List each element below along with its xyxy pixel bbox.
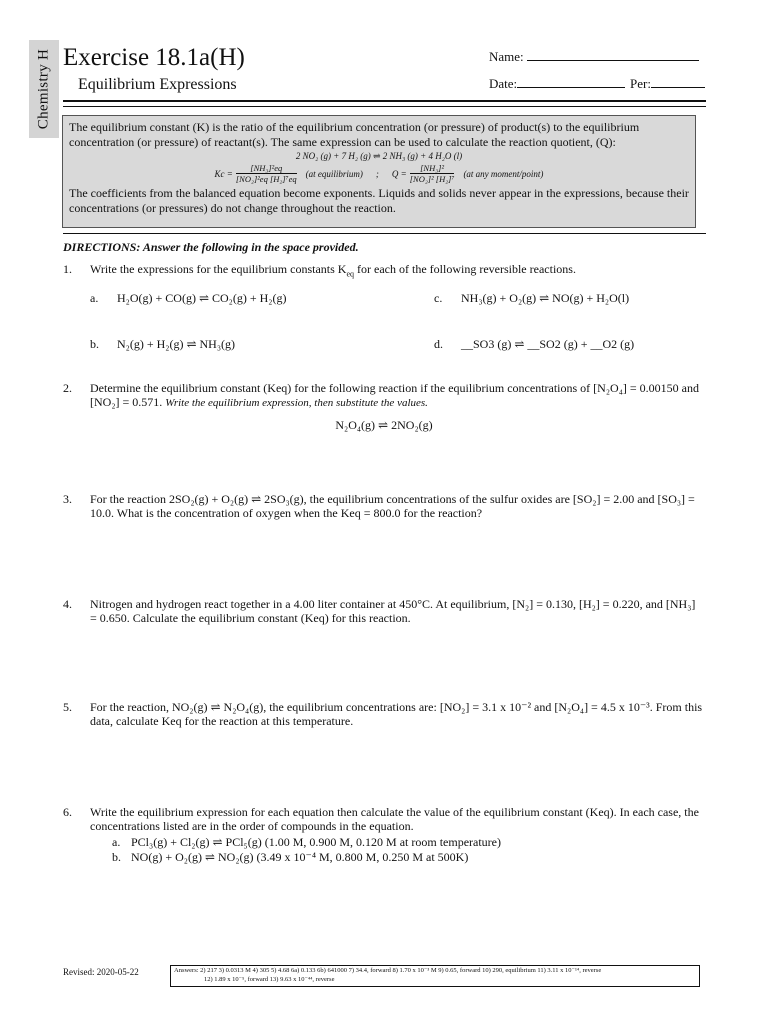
question-5	[63, 700, 703, 730]
q6b-label: b.	[112, 850, 121, 864]
q-numerator: [NH₃]²	[410, 163, 455, 174]
question-text: For the reaction 2SO₂(g) + O₂(g) ⇌ 2SO₃(g), the equilibrium concentrations of the sulfur oxides are [SO₂] = 2.00 and [SO₃] = 10.0. What is the concentration of oxygen when the Keq = 800.0 for the reaction?	[90, 492, 695, 520]
question-number: 2.	[63, 381, 72, 395]
question-text: For the reaction, NO₂(g) ⇌ N₂O₄(g), the equilibrium concentrations are: [NO₂] = 3.1 x 10⁻² and [N₂O₄] = 4.5 x 10⁻³. From this data, calculate Keq for the reaction at this temperature.	[90, 700, 703, 728]
kc-lhs: Kc =	[214, 168, 233, 179]
question-text: Write the equilibrium expression for each equation then calculate the value of the equilibrium constant (Keq). In each case, the concentrations listed are in the order of compounds in the equation.	[90, 805, 699, 833]
question-6	[63, 805, 703, 835]
kc-denominator: [NO₂]²eq [H₂]⁷eq	[235, 174, 297, 184]
question-2	[63, 381, 703, 411]
question-1	[63, 262, 703, 279]
answer-key-box	[170, 965, 700, 987]
question-number: 1.	[63, 262, 72, 276]
question-text	[90, 381, 703, 410]
q2-hint: Write the equilibrium expression, then substitute the values.	[165, 397, 428, 409]
question-number: 3.	[63, 492, 72, 506]
subject-label: Chemistry H	[35, 48, 52, 130]
q2-reaction: N₂O₄(g) ⇌ 2NO₂(g)	[335, 418, 433, 432]
question-3	[63, 492, 703, 522]
q-denominator: [NO₂]² [H₂]⁷	[409, 174, 455, 184]
info-intro: The equilibrium constant (K) is the ratio of the equilibrium concentration (or pressure) of product(s) to the equilibrium concentration (or pressure) of reactant(s). The same expression can be used to calculate the reaction quotient, (Q):	[69, 120, 640, 149]
date-label: Date:	[489, 76, 518, 91]
date-blank[interactable]	[517, 75, 625, 88]
name-blank[interactable]	[527, 48, 699, 61]
directions: DIRECTIONS: Answer the following in the space provided.	[63, 240, 359, 254]
answer-key-line-1: Answers: 2) 217 3) 0.0313 M 4) 305 5) 4.68 6a) 0.133 6b) 641000 7) 34.4, forward 8) 1.70 x 10⁻³ M 9) 0.65, forward 10) 290, equilibrium 11) 3.11 x 10⁻¹⁴, reverse	[174, 967, 602, 974]
period-field[interactable]	[630, 75, 705, 92]
page-subtitle: Equilibrium Expressions	[78, 76, 237, 93]
header-rule-thin	[63, 106, 706, 107]
name-label: Name:	[489, 49, 524, 64]
info-bottom-rule	[63, 233, 706, 234]
answer-key-line-2: 12) 1.89 x 10⁻⁵, forward 13) 9.63 x 10⁻⁴⁴, reverse	[204, 976, 335, 983]
q1a-reaction: H₂O(g) + CO(g) ⇌ CO₂(g) + H₂(g)	[117, 291, 287, 305]
q-fraction	[410, 163, 455, 184]
q1c-reaction: NH₃(g) + O₂(g) ⇌ NO(g) + H₂O(l)	[461, 291, 630, 305]
kc-numerator: [NH₃]²eq	[236, 163, 297, 174]
period-blank[interactable]	[651, 75, 705, 88]
period-label: Per:	[630, 76, 651, 91]
info-outro: The coefficients from the balanced equation become exponents. Liquids and solids never appear in the expressions, because their concentrations (or pressures) do not change throughout the reaction.	[69, 186, 689, 215]
q1b-label: b.	[90, 337, 99, 351]
expressions-row	[69, 163, 689, 184]
q1a-label: a.	[90, 291, 99, 305]
q1d-reaction: __SO3 (g) ⇌ __SO2 (g) + __O2 (g)	[461, 337, 635, 351]
question-4	[63, 597, 703, 627]
page-title: Exercise 18.1a(H)	[63, 44, 245, 71]
q2-text: Determine the equilibrium constant (Keq) for the following reaction if the equilibrium concentrations of [N₂O₄] = 0.00150 and [NO₂] = 0.571.	[90, 381, 699, 409]
q1-text-start: Write the expressions for the equilibrium constants K	[90, 262, 347, 276]
question-number: 5.	[63, 700, 72, 714]
question-text: Nitrogen and hydrogen react together in a 4.00 liter container at 450°C. At equilibrium, [N₂] = 0.130, [H₂] = 0.220, and [NH₃] = 0.650. Calculate the equilibrium constant (Keq) for this reaction.	[90, 597, 696, 625]
question-number: 4.	[63, 597, 72, 611]
question-number: 6.	[63, 805, 72, 819]
subject-side-tab	[29, 40, 59, 138]
q6a-text: PCl₃(g) + Cl₂(g) ⇌ PCl₅(g) (1.00 M, 0.900 M, 0.120 M at room temperature)	[131, 835, 502, 849]
expression-separator: ;	[375, 168, 379, 179]
revision-date: Revised: 2020-05-22	[63, 967, 139, 977]
kc-note: (at equilibrium)	[305, 168, 363, 179]
q1-text-end: for each of the following reversible reactions.	[354, 262, 576, 276]
kc-fraction	[236, 163, 297, 184]
q1-keq-subscript: eq	[346, 269, 355, 279]
name-field[interactable]	[489, 48, 699, 65]
q-lhs: Q =	[391, 168, 407, 179]
date-field[interactable]	[489, 75, 625, 92]
header-rule-thick	[63, 100, 706, 102]
q1c-label: c.	[434, 291, 443, 305]
example-reaction: 2 NO₂ (g) + 7 H₂ (g) ⇌ 2 NH₃ (g) + 4 H₂O (l)	[295, 151, 463, 161]
equilibrium-info-box	[62, 115, 696, 228]
question-text	[90, 262, 703, 279]
q1b-reaction: N₂(g) + H₂(g) ⇌ NH₃(g)	[117, 337, 236, 351]
q1d-label: d.	[434, 337, 443, 351]
q6a-label: a.	[112, 835, 121, 849]
q6b-text: NO(g) + O₂(g) ⇌ NO₂(g) (3.49 x 10⁻⁴ M, 0.800 M, 0.250 M at 500K)	[131, 850, 469, 864]
q-note: (at any moment/point)	[463, 168, 544, 179]
